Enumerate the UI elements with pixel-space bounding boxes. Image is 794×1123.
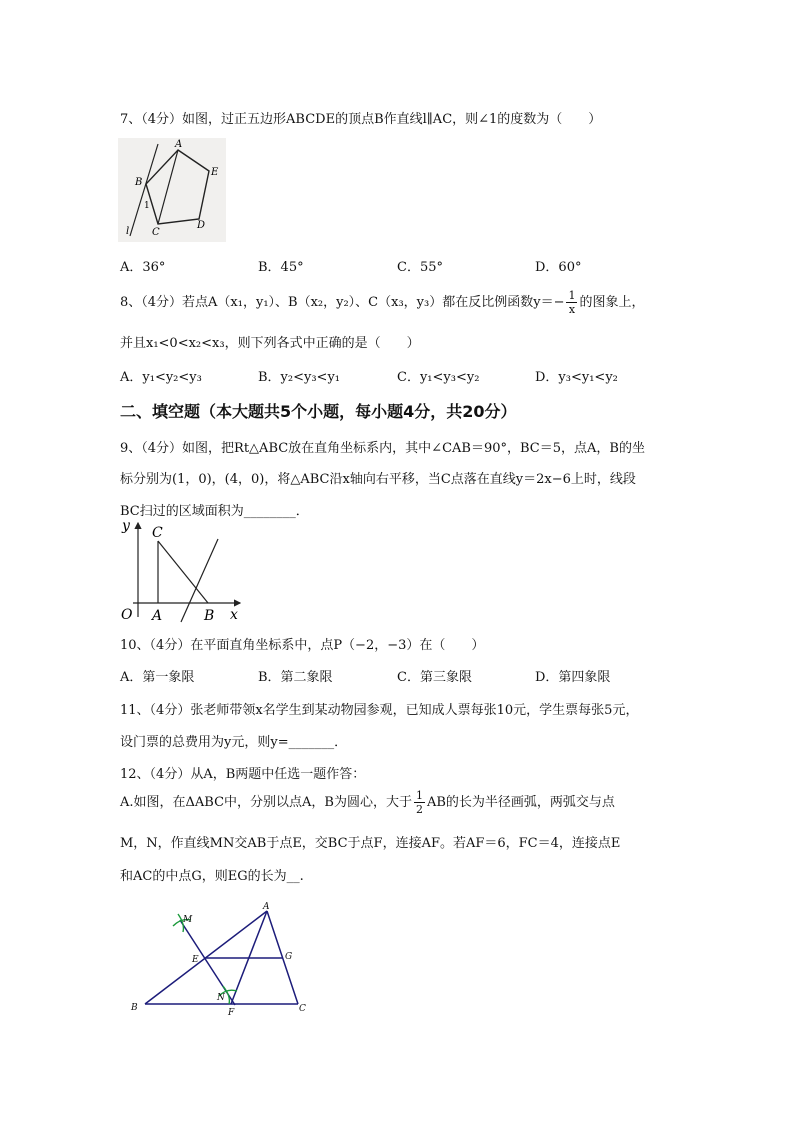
q7-option-a: A．36°: [120, 260, 166, 275]
label-m: M: [183, 915, 193, 925]
q8-option-c: C．y₁<y₃<y₂: [397, 370, 480, 385]
label-b: B: [131, 1003, 138, 1013]
q12-frac-den: 2: [415, 803, 423, 816]
q9-line3: BC扫过的区域面积为________．: [120, 504, 309, 519]
q7-option-c: C．55°: [397, 260, 443, 275]
label-e: E: [211, 167, 219, 178]
label-a: A: [175, 139, 183, 150]
q8-stem-after: 的图象上，: [579, 295, 645, 310]
section-heading: 二、填空题（本大题共5个小题，每小题4分，共20分）: [120, 402, 517, 421]
q10-option-a: A．第一象限: [120, 670, 195, 685]
label-n: N: [217, 993, 225, 1003]
q8-option-b: B．y₂<y₃<y₁: [258, 370, 341, 385]
q10-option-c: C．第三象限: [397, 670, 472, 685]
label-g: G: [285, 952, 293, 962]
label-b: B: [135, 177, 143, 188]
label-d: D: [197, 220, 206, 231]
line-l: [130, 144, 158, 236]
label-b: B: [204, 608, 215, 624]
q8-option-a: A．y₁<y₂<y₃: [120, 370, 202, 385]
q12-fraction: [414, 790, 425, 815]
label-o: O: [121, 607, 133, 623]
label-l: l: [126, 226, 130, 237]
label-a: A: [263, 902, 270, 912]
pentagon-diagram: [118, 138, 226, 242]
q8-frac-num: 1: [568, 289, 576, 302]
label-a: A: [152, 608, 163, 624]
q7-figure: [118, 138, 226, 242]
q8-fraction: [566, 290, 577, 315]
q10-stem: 10、（4分）在平面直角坐标系中，点P（−2，−3）在（ ）: [120, 638, 485, 653]
segment-cb: [158, 541, 208, 603]
q7-option-d: D．60°: [535, 260, 582, 275]
q12-frac-num: 1: [415, 789, 423, 802]
q12-line2-after: AB的长为半径画弧，两弧交与点: [426, 795, 615, 810]
label-angle-1: 1: [144, 201, 150, 211]
q9-line1: 9、（4分）如图，把Rt△ABC放在直角坐标系内，其中∠CAB＝90°，BC＝5，点A，B的坐: [120, 441, 645, 456]
label-c: C: [299, 1004, 306, 1014]
q8-stem-before: 8、（4分）若点A（x₁，y₁）、B（x₂，y₂）、C（x₃，y₃）都在反比例函数y＝−: [120, 295, 565, 310]
label-x: x: [230, 607, 238, 623]
q7-stem: 7、（4分）如图，过正五边形ABCDE的顶点B作直线l∥AC，则∠1的度数为（ ）: [120, 112, 602, 127]
q12-line2-before: A.如图，在ΔABC中，分别以点A，B为圆心，大于: [120, 795, 412, 810]
label-e: E: [192, 955, 199, 965]
label-c: C: [152, 227, 160, 238]
pentagon-abcde: [146, 150, 209, 224]
q7-option-b: B．45°: [258, 260, 304, 275]
q11-line2: 设门票的总费用为y元，则y=_______．: [120, 735, 348, 750]
label-y: y: [122, 518, 130, 534]
q12-line2: [120, 790, 615, 815]
q12-triangle-figure: [125, 900, 320, 1020]
label-c: C: [152, 525, 163, 541]
q12-line4: 和AC的中点G，则EG的长为__.: [120, 869, 304, 884]
q8-stem-line1: [120, 290, 644, 315]
q12-line1: 12、（4分）从A，B两题中任选一题作答：: [120, 767, 366, 782]
q12-line3: M，N，作直线MN交AB于点E，交BC于点F，连接AF。若AF＝6，FC＝4，连接点E: [120, 836, 621, 851]
q11-line1: 11、（4分）张老师带领x名学生到某动物园参观，已知成人票每张10元，学生票每张5元，: [120, 703, 639, 718]
q8-option-d: D．y₃<y₁<y₂: [535, 370, 618, 385]
q8-frac-den: x: [568, 303, 576, 316]
q10-option-d: D．第四象限: [535, 670, 611, 685]
q9-line2: 标分别为(1，0)，(4，0)，将△ABC沿x轴向右平移，当C点落在直线y＝2x−6上时，线段: [120, 472, 636, 487]
q9-coordinate-figure: [118, 517, 248, 622]
q8-stem-line2: 并且x₁<0<x₂<x₃，则下列各式中正确的是（ ）: [120, 336, 420, 351]
label-f: F: [228, 1008, 235, 1018]
q10-option-b: B．第二象限: [258, 670, 333, 685]
